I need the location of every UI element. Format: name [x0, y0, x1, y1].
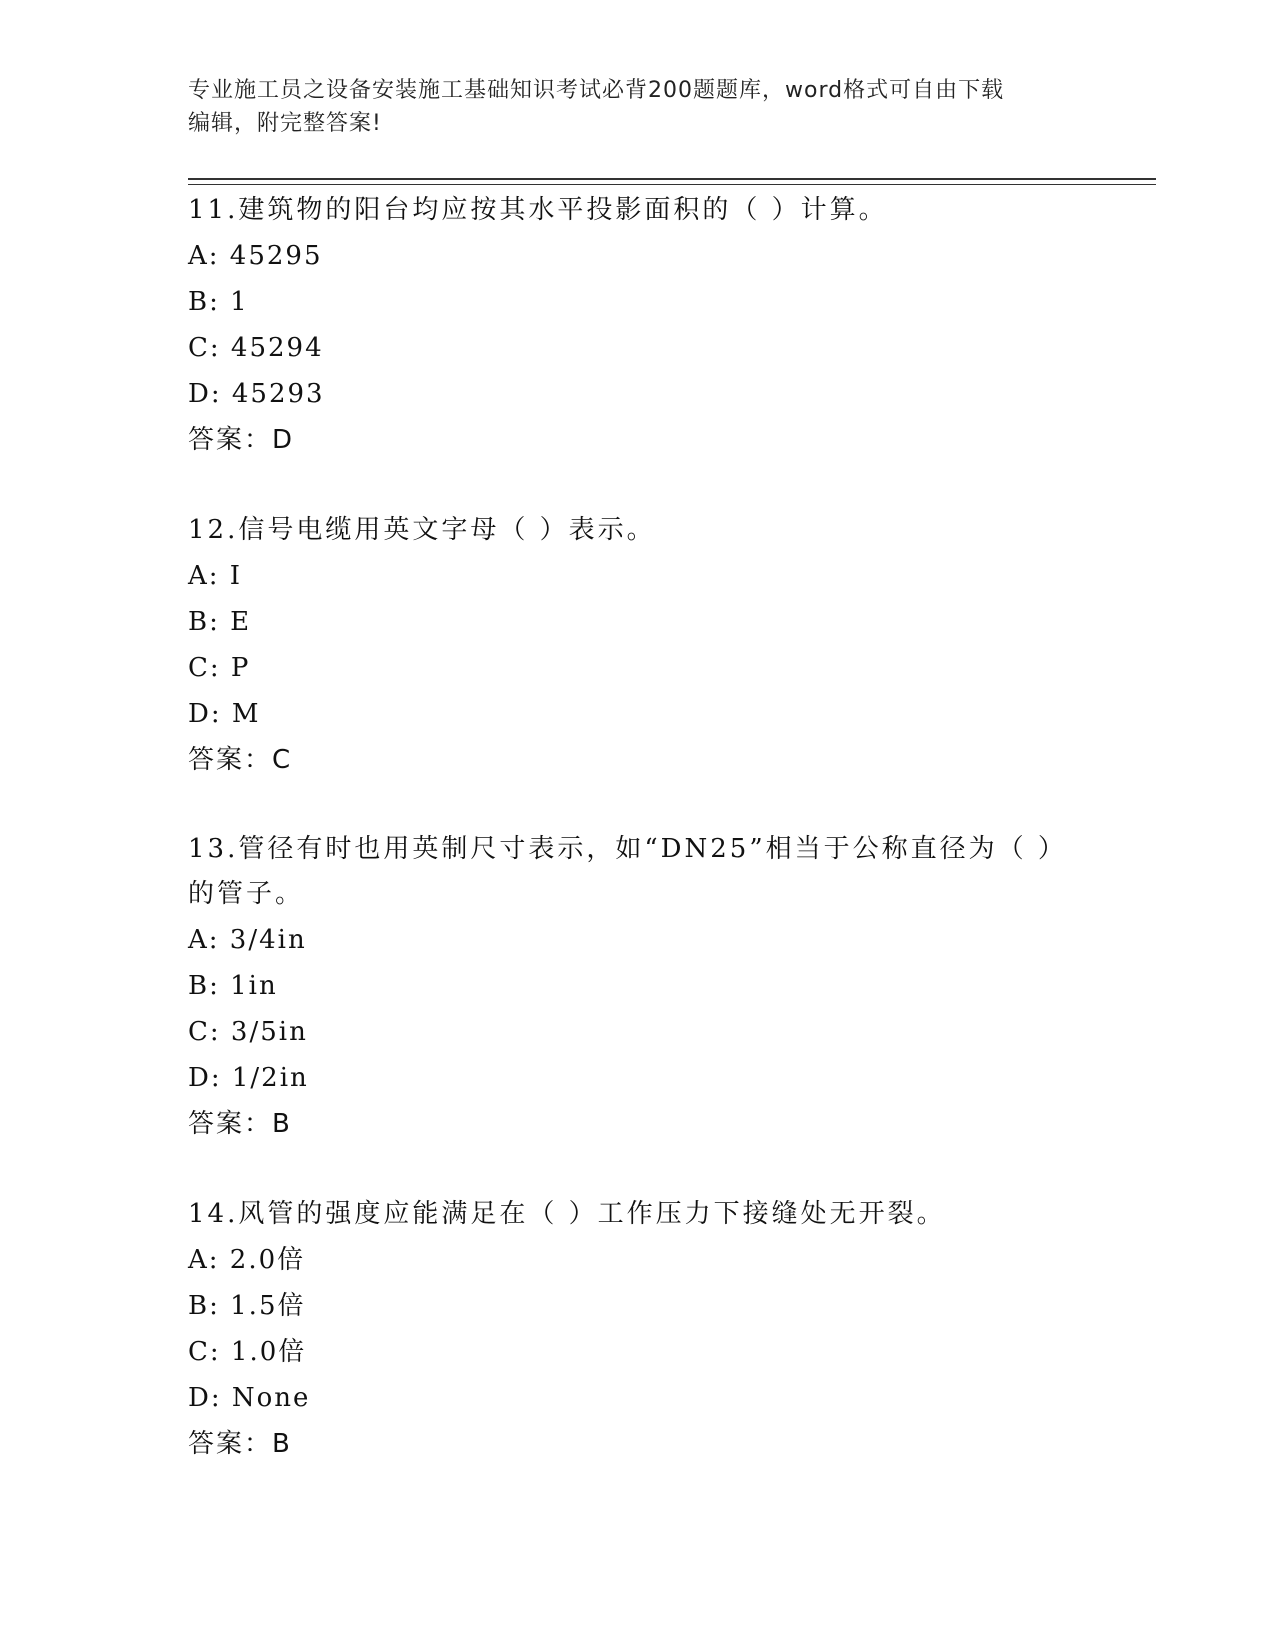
option-b: B: 1.5倍 [188, 1291, 306, 1321]
option-d: D: 45293 [188, 379, 325, 409]
question-14 [188, 1192, 1088, 1467]
option-c: C: 45294 [188, 333, 324, 363]
option-a: A: 2.0倍 [188, 1245, 306, 1275]
option-b: B: 1 [188, 287, 249, 317]
header-line-1: 专业施工员之设备安装施工基础知识考试必背200题题库，word格式可自由下载 [188, 78, 1005, 103]
option-a: A: 3/4in [188, 925, 307, 955]
option-d: D: None [188, 1383, 311, 1413]
question-stem: 12.信号电缆用英文字母（ ）表示。 [188, 515, 656, 545]
answer-line: 答案：B [188, 1429, 292, 1459]
option-d: D: 1/2in [188, 1063, 309, 1093]
question-12 [188, 508, 1088, 783]
question-stem: 13.管径有时也用英制尺寸表示，如“DN25”相当于公称直径为（ ） [188, 834, 1067, 864]
question-stem: 14.风管的强度应能满足在（ ）工作压力下接缝处无开裂。 [188, 1199, 946, 1229]
option-c: C: P [188, 653, 251, 683]
header-divider-top [188, 178, 1156, 180]
answer-line: 答案：D [188, 425, 295, 455]
option-d: D: M [188, 699, 261, 729]
option-a: A: 45295 [188, 241, 323, 271]
option-b: B: 1in [188, 971, 278, 1001]
option-c: C: 3/5in [188, 1017, 308, 1047]
answer-line: 答案：C [188, 745, 293, 775]
question-11 [188, 188, 1088, 463]
document-header [188, 74, 1088, 140]
question-13 [188, 827, 1088, 1147]
question-stem: 11.建筑物的阳台均应按其水平投影面积的（ ）计算。 [188, 195, 888, 225]
header-line-2: 编辑，附完整答案! [188, 111, 382, 136]
option-b: B: E [188, 607, 252, 637]
answer-line: 答案：B [188, 1109, 292, 1139]
header-divider-bottom [188, 184, 1156, 185]
question-stem-continued: 的管子。 [188, 879, 305, 909]
option-a: A: I [188, 561, 243, 591]
option-c: C: 1.0倍 [188, 1337, 307, 1367]
